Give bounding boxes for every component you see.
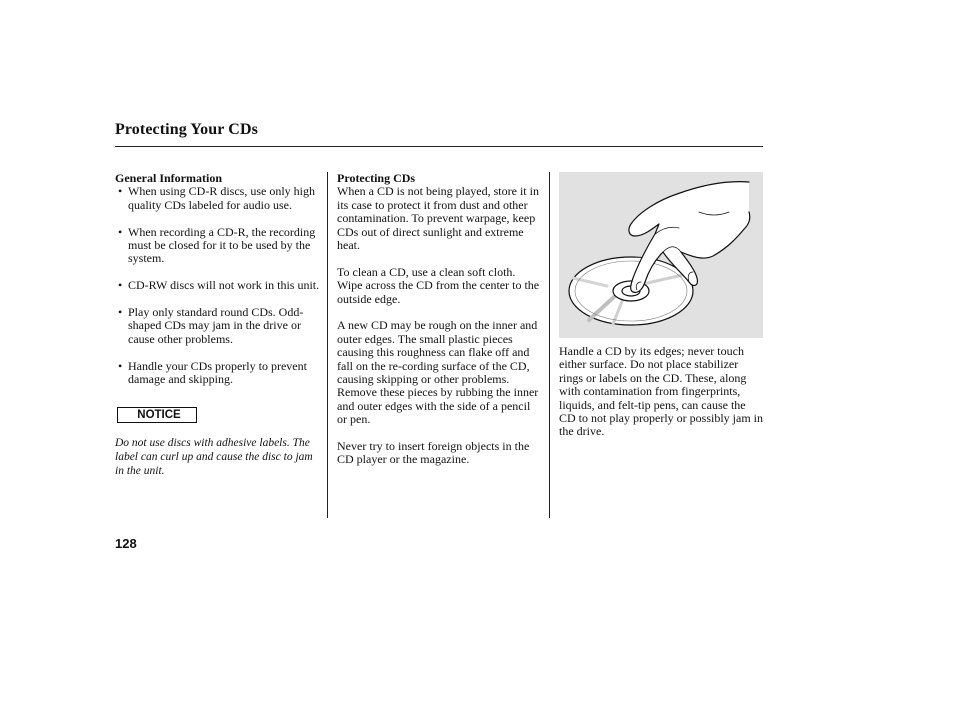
column-divider-1 [327, 172, 328, 518]
bullet-item-round-cds: • Play only standard round CDs. Odd-shaped CDs may jam in the drive or cause other problems. [115, 306, 320, 346]
paragraph-foreign-objects: Never try to insert foreign objects in the CD player or the magazine. [337, 439, 530, 467]
paragraph-cleaning: To clean a CD, use a clean soft cloth. Wipe across the CD from the center to the outside edge. [337, 264, 540, 306]
bullet-item-cdrw: • CD-RW discs will not work in this unit. [115, 279, 320, 292]
bullet-item-handle-properly: • Handle your CDs properly to prevent damage and skipping. [115, 360, 320, 387]
title-rule [115, 146, 763, 147]
notice-text: Do not use discs with adhesive labels. The label can curl up and cause the disc to jam in the unit. [115, 436, 313, 477]
paragraph-rough-edges: A new CD may be rough on the inner and outer edges. The small plastic pieces causing this roughness can flake off and fall on the re-cording surface of the CD, causing skipping or other problems. Remove these pieces by rubbing the inner and outer edges with the side of a pencil or pen. [337, 318, 539, 427]
bullet-item-cdr-closed: • When recording a CD-R, the recording must be closed for it to be used by the system. [115, 226, 320, 266]
protecting-cds-column [337, 172, 543, 480]
page-number: 128 [115, 536, 137, 551]
column-divider-2 [549, 172, 550, 518]
page-title: Protecting Your CDs [115, 121, 258, 138]
figure-caption: Handle a CD by its edges; never touch either surface. Do not place stabilizer rings or labels on the CD. These, along with contamination from fingerprints, liquids, and felt-tip pens, can cause the CD to not play properly or possibly jam in the drive. [559, 344, 763, 439]
notice-badge: NOTICE [117, 407, 197, 423]
bullet-item-cdr-quality: • When using CD-R discs, use only high quality CDs labeled for audio use. [115, 185, 320, 212]
general-information-heading: General Information [115, 171, 222, 185]
hand-holding-cd-icon [559, 172, 763, 338]
general-information-column [115, 172, 320, 478]
protecting-cds-heading: Protecting CDs [337, 171, 416, 185]
paragraph-storage: When a CD is not being played, store it in its case to protect it from dust and other contamination. To prevent warpage, keep CDs out of direct sunlight and extreme heat. [337, 184, 539, 253]
cd-handling-illustration [559, 172, 763, 338]
